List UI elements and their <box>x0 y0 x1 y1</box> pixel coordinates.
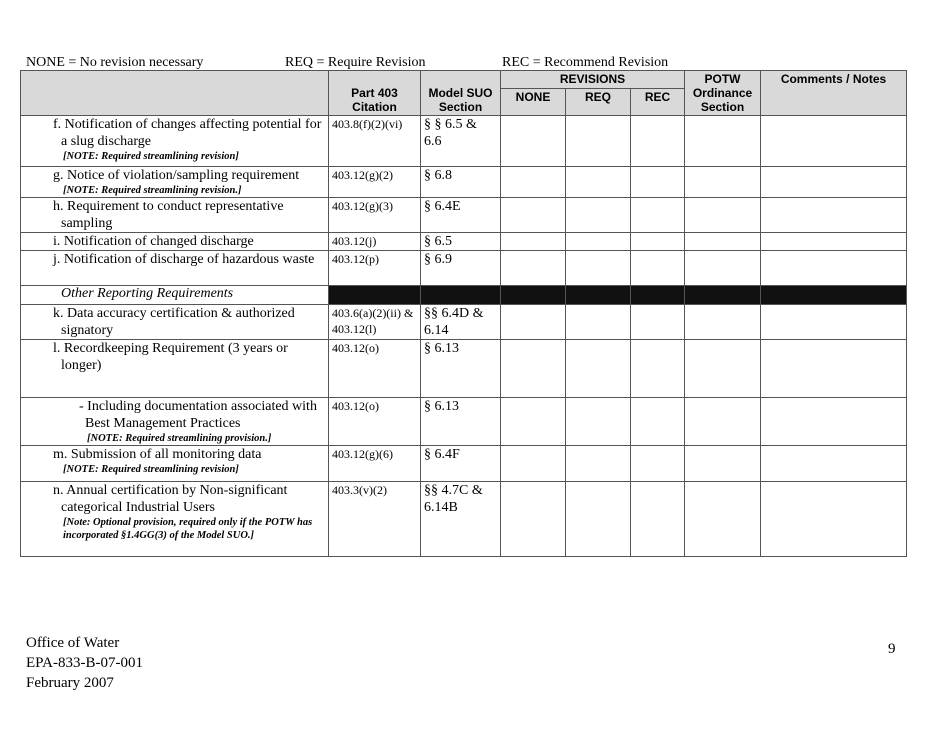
req-cell[interactable] <box>566 167 631 198</box>
header-citation: Part 403 Citation <box>329 71 421 116</box>
req-cell[interactable] <box>566 116 631 167</box>
requirement-note: [NOTE: Required streamlining revision.] <box>63 185 242 196</box>
none-cell[interactable] <box>501 340 566 398</box>
potw-cell[interactable] <box>685 116 761 167</box>
req-cell[interactable] <box>566 340 631 398</box>
requirement-cell <box>21 116 329 167</box>
table-row <box>21 446 907 482</box>
header-model-section: Model SUO Section <box>421 71 501 116</box>
potw-cell[interactable] <box>685 198 761 233</box>
table-row <box>21 198 907 233</box>
potw-cell[interactable] <box>685 340 761 398</box>
table-row <box>21 251 907 286</box>
model-section-cell: §§ 4.7C & 6.14B <box>421 482 501 557</box>
potw-cell[interactable] <box>685 398 761 446</box>
requirement-cell <box>21 233 329 251</box>
potw-cell[interactable] <box>685 233 761 251</box>
rec-cell[interactable] <box>631 340 685 398</box>
section-heading: Other Reporting Requirements <box>21 286 329 305</box>
model-section-cell: § 6.13 <box>421 340 501 398</box>
model-section-cell: § 6.5 <box>421 233 501 251</box>
citation-cell: 403.6(a)(2)(ii) & 403.12(l) <box>329 305 421 340</box>
none-cell[interactable] <box>501 305 566 340</box>
comments-cell[interactable] <box>761 340 907 398</box>
comments-cell[interactable] <box>761 198 907 233</box>
requirement-text: h. Requirement to conduct representative sampling <box>53 199 284 231</box>
rec-cell[interactable] <box>631 398 685 446</box>
rec-cell[interactable] <box>631 198 685 233</box>
requirement-cell <box>21 340 329 398</box>
comments-cell[interactable] <box>761 167 907 198</box>
model-section-cell: §§ 6.4D & 6.14 <box>421 305 501 340</box>
rec-cell[interactable] <box>631 233 685 251</box>
requirement-note: [Note: Optional provision, required only if the POTW has incorporated §1.4GG(3) of the Model SUO.] <box>63 517 313 541</box>
comments-cell[interactable] <box>761 482 907 557</box>
requirement-text: l. Recordkeeping Requirement (3 years or longer) <box>53 341 288 373</box>
header-req: REQ <box>566 89 631 116</box>
none-cell[interactable] <box>501 251 566 286</box>
table-row <box>21 305 907 340</box>
header-comments: Comments / Notes <box>761 71 907 116</box>
header-rec: REC <box>631 89 685 116</box>
citation-cell: 403.12(p) <box>329 251 421 286</box>
req-cell[interactable] <box>566 251 631 286</box>
model-section-cell: § 6.9 <box>421 251 501 286</box>
footer-doc-number: EPA-833-B-07-001 <box>26 655 143 671</box>
requirement-text: i. Notification of changed discharge <box>53 234 254 249</box>
footer-date: February 2007 <box>26 675 114 691</box>
rec-cell[interactable] <box>631 482 685 557</box>
rec-cell[interactable] <box>631 446 685 482</box>
req-cell[interactable] <box>566 398 631 446</box>
requirement-cell <box>21 167 329 198</box>
footer <box>26 633 143 693</box>
legend-none: NONE = No revision necessary <box>26 55 204 70</box>
comments-cell[interactable] <box>761 116 907 167</box>
req-cell[interactable] <box>566 446 631 482</box>
header-item <box>21 71 329 116</box>
comments-cell[interactable] <box>761 305 907 340</box>
citation-cell: 403.12(o) <box>329 340 421 398</box>
req-cell[interactable] <box>566 233 631 251</box>
requirement-text: f. Notification of changes affecting potential for a slug discharge <box>53 117 322 149</box>
requirement-cell <box>21 398 329 446</box>
comments-cell[interactable] <box>761 398 907 446</box>
none-cell[interactable] <box>501 167 566 198</box>
citation-cell: 403.12(g)(3) <box>329 198 421 233</box>
requirement-cell <box>21 482 329 557</box>
requirement-note: [NOTE: Required streamlining provision.] <box>87 433 272 444</box>
none-cell[interactable] <box>501 116 566 167</box>
table-row <box>21 233 907 251</box>
none-cell[interactable] <box>501 482 566 557</box>
model-section-cell: § § 6.5 & 6.6 <box>421 116 501 167</box>
table-row <box>21 398 907 446</box>
requirement-text: - Including documentation associated with Best Management Practices <box>79 399 317 431</box>
table-row <box>21 167 907 198</box>
none-cell[interactable] <box>501 398 566 446</box>
citation-cell: 403.8(f)(2)(vi) <box>329 116 421 167</box>
requirement-text: g. Notice of violation/sampling requirement <box>53 168 300 183</box>
requirement-text: m. Submission of all monitoring data <box>53 447 262 462</box>
citation-cell: 403.12(g)(2) <box>329 167 421 198</box>
rec-cell[interactable] <box>631 305 685 340</box>
req-cell[interactable] <box>566 482 631 557</box>
citation-cell: 403.3(v)(2) <box>329 482 421 557</box>
citation-cell: 403.12(g)(6) <box>329 446 421 482</box>
legend-rec: REC = Recommend Revision <box>502 55 669 70</box>
table-row <box>21 116 907 167</box>
model-section-cell: § 6.4F <box>421 446 501 482</box>
revision-checklist-table <box>20 70 907 557</box>
none-cell[interactable] <box>501 198 566 233</box>
requirement-cell <box>21 198 329 233</box>
page-number: 9 <box>888 641 896 657</box>
potw-cell[interactable] <box>685 446 761 482</box>
requirement-text: j. Notification of discharge of hazardous waste <box>53 252 315 267</box>
comments-cell[interactable] <box>761 446 907 482</box>
rec-cell[interactable] <box>631 251 685 286</box>
comments-cell[interactable] <box>761 233 907 251</box>
none-cell[interactable] <box>501 233 566 251</box>
req-cell[interactable] <box>566 198 631 233</box>
model-section-cell: § 6.4E <box>421 198 501 233</box>
requirement-cell <box>21 305 329 340</box>
potw-cell[interactable] <box>685 167 761 198</box>
comments-cell[interactable] <box>761 251 907 286</box>
requirement-note: [NOTE: Required streamlining revision] <box>63 151 239 162</box>
req-cell[interactable] <box>566 305 631 340</box>
header-potw: POTW Ordinance Section <box>685 71 761 116</box>
citation-cell: 403.12(o) <box>329 398 421 446</box>
section-heading-row <box>21 286 907 305</box>
legend-req: REQ = Require Revision <box>285 55 426 70</box>
requirement-note: [NOTE: Required streamlining revision] <box>63 464 239 475</box>
requirement-text: n. Annual certification by Non-significant categorical Industrial Users <box>53 483 288 515</box>
rec-cell[interactable] <box>631 116 685 167</box>
model-section-cell: § 6.8 <box>421 167 501 198</box>
table-row <box>21 340 907 398</box>
table-row <box>21 482 907 557</box>
citation-cell: 403.12(j) <box>329 233 421 251</box>
header-none: NONE <box>501 89 566 116</box>
model-section-cell: § 6.13 <box>421 398 501 446</box>
footer-office: Office of Water <box>26 635 120 651</box>
requirement-text: k. Data accuracy certification & authorized signatory <box>53 306 295 338</box>
requirement-cell <box>21 251 329 286</box>
potw-cell[interactable] <box>685 482 761 557</box>
none-cell[interactable] <box>501 446 566 482</box>
header-revisions: REVISIONS <box>501 71 685 89</box>
potw-cell[interactable] <box>685 305 761 340</box>
potw-cell[interactable] <box>685 251 761 286</box>
rec-cell[interactable] <box>631 167 685 198</box>
requirement-cell <box>21 446 329 482</box>
